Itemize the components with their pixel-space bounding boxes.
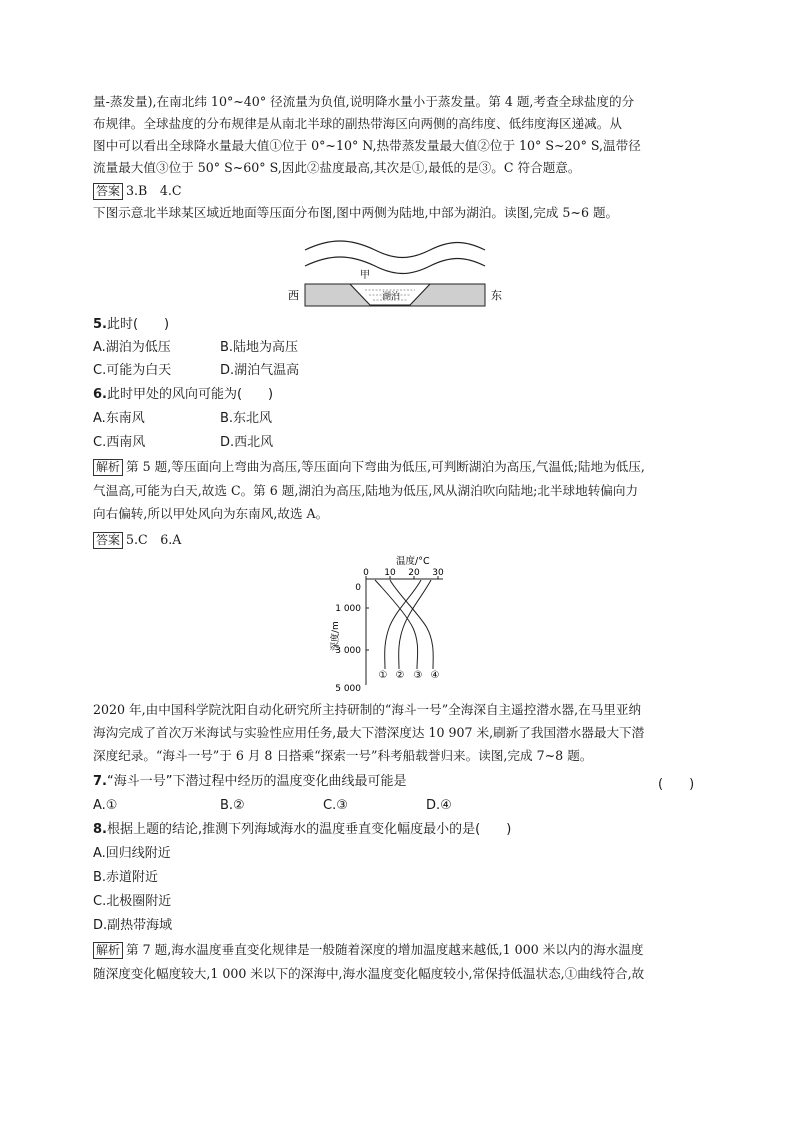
answer-3-4 [93, 180, 703, 202]
q6-stem: 此时甲处的风向可能为( ) [106, 387, 274, 402]
explanation-7-8-line-1 [93, 939, 703, 961]
answer-tag: 答案 [93, 183, 123, 200]
curve-2-path [375, 580, 418, 669]
label-lake: 湖泊 [382, 292, 401, 302]
q8-option-a[interactable]: A.回归线附近 [93, 846, 171, 861]
q8-stem: 根据上题的结论,推测下列海域海水的温度垂直变化幅度最小的是( ) [106, 822, 512, 837]
label-east: 东 [491, 289, 502, 302]
question-7 [93, 771, 703, 793]
q7-number: 7. [93, 774, 107, 789]
explanation-tag: 解析 [93, 459, 123, 476]
temperature-depth-chart [325, 553, 470, 693]
q6-option-c[interactable]: C.西南风 [93, 435, 146, 450]
q6-option-d[interactable]: D.西北风 [220, 435, 274, 450]
intro-7-8-line-2: 海沟完成了首次万米海试与实验性应用任务,最大下潜深度达 10 907 米,刷新了我国潜水器最大下潜 [93, 725, 645, 740]
explanation-tag: 解析 [93, 942, 123, 959]
x-tick-label: 10 [384, 568, 396, 578]
q7-option-b[interactable]: B.② [220, 798, 245, 813]
q5-option-a[interactable]: A.湖泊为低压 [93, 340, 171, 355]
answer-tag: 答案 [93, 532, 123, 549]
y-tick-label: 1 000 [335, 604, 361, 614]
explanation-5-6-line-1 [93, 456, 703, 478]
intro-7-8-line-1: 2020 年,由中国科学院沈阳自动化研究所主持研制的“海斗一号”全海深自主遥控潜水器,在马里亚纳 [93, 702, 642, 717]
x-tick-label: 20 [408, 568, 420, 578]
q5-option-b[interactable]: B.陆地为高压 [220, 340, 299, 355]
q5-option-c[interactable]: C.可能为白天 [93, 363, 172, 378]
q8-option-d[interactable]: D.副热带海域 [93, 918, 173, 933]
q6-number: 6. [93, 387, 107, 402]
explanation-7-8-line-2: 随深度变化幅度较大,1 000 米以下的深海中,海水温度变化幅度较小,常保持低温状态,①曲线符合,故 [93, 966, 645, 981]
q5-option-d[interactable]: D.湖泊气温高 [220, 363, 300, 378]
explanation-5-6-line-2: 气温高,可能为白天,故选 C。第 6 题,湖泊为高压,陆地为低压,风从湖泊吹向陆地;北半球地转偏向力 [93, 483, 639, 498]
explanation-text: 第 7 题,海水温度垂直变化规律是一般随着深度的增加温度越来越低,1 000 米以内的海水温度 [126, 942, 644, 957]
q7-option-d[interactable]: D.④ [426, 798, 452, 813]
isobar-upper [305, 241, 485, 258]
isobar-lower [305, 257, 485, 274]
question-6 [93, 384, 703, 406]
q7-answer-paren: ( ) [658, 777, 695, 792]
intro-5-6: 下图示意北半球某区域近地面等压面分布图,图中两侧为陆地,中部为湖泊。读图,完成 5~6 题。 [93, 205, 619, 220]
curve-label-1: ① [378, 670, 388, 681]
q5-stem: 此时( ) [106, 317, 170, 332]
question-5 [93, 314, 703, 336]
q7-option-a[interactable]: A.① [93, 798, 118, 813]
label-west: 西 [288, 289, 299, 302]
q7-option-c[interactable]: C.③ [323, 798, 348, 813]
q7-stem: “海斗一号”下潜过程中经历的温度变化曲线最可能是 [106, 774, 407, 789]
q6-option-a[interactable]: A.东南风 [93, 411, 145, 426]
curve-3-path [399, 580, 431, 669]
prev-explanation-line-4: 流量最大值③位于 50° S~60° S,因此②盐度最高,其次是①,最低的是③。C 符合题意。 [93, 160, 581, 175]
y-tick-label: 0 [355, 583, 361, 593]
explanation-5-6-line-3: 向右偏转,所以甲处风向为东南风,故选 A。 [93, 506, 329, 521]
intro-7-8-line-3: 深度纪录。“海斗一号”于 6 月 8 日搭乘“探索一号”科考船载誉归来。读图,完成 7~8 题。 [93, 748, 593, 763]
prev-explanation-line-3: 图中可以看出全球降水量最大值①位于 0°~10° N,热带蒸发量最大值②位于 10° S~20° S,温带径 [93, 138, 641, 153]
q8-option-c[interactable]: C.北极圈附近 [93, 894, 172, 909]
curve-label-3: ③ [413, 670, 423, 681]
question-8 [93, 819, 703, 841]
q5-number: 5. [93, 317, 107, 332]
answer-5-6 [93, 529, 703, 551]
prev-explanation-line-1: 量-蒸发量),在南北纬 10°~40° 径流量为负值,说明降水量小于蒸发量。第 4 题,考查全球盐度的分 [93, 94, 635, 109]
q6-option-b[interactable]: B.东北风 [220, 411, 273, 426]
curve-label-2: ② [395, 670, 405, 681]
isobar-diagram [285, 240, 510, 315]
q8-option-b[interactable]: B.赤道附近 [93, 870, 159, 885]
y-tick-label: 3 000 [335, 646, 361, 656]
x-tick-label: 30 [432, 568, 444, 578]
answer-text: 3.B 4.C [126, 183, 182, 198]
y-tick-label: 5 000 [335, 684, 361, 693]
answer-text: 5.C 6.A [126, 532, 182, 547]
prev-explanation-line-2: 布规律。全球盐度的分布规律是从南北半球的副热带海区向两侧的高纬度、低纬度海区递减。从 [93, 116, 622, 131]
q8-number: 8. [93, 822, 107, 837]
x-tick-label: 0 [363, 568, 369, 578]
x-axis-title: 温度/°C [396, 556, 430, 567]
y-axis-title: 深度/m [331, 621, 341, 651]
curve-label-4: ④ [430, 670, 440, 681]
curve-4-path [385, 580, 421, 669]
label-jia: 甲 [360, 270, 370, 281]
explanation-text: 第 5 题,等压面向上弯曲为高压,等压面向下弯曲为低压,可判断湖泊为高压,气温低;陆地为低压, [126, 459, 645, 474]
